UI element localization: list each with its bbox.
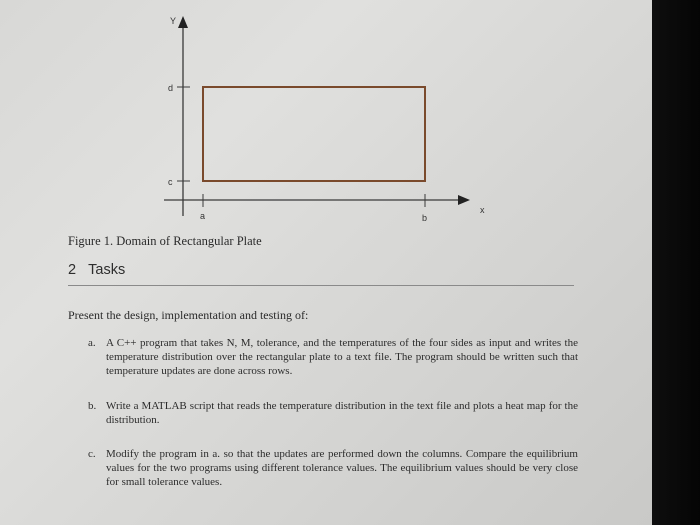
task-item-c — [88, 447, 578, 489]
figure-caption: Figure 1. Domain of Rectangular Plate — [68, 234, 262, 248]
section-number: 2 — [68, 262, 77, 278]
domain-figure — [0, 0, 652, 230]
task-text: A C++ program that takes N, M, tolerance, and the temperatures of the four sides as input and writes the temperature distribution over the rectangular plate to a text file. The program should be written such that temperature updates are done across rows. — [106, 337, 578, 377]
monitor-bezel — [652, 0, 700, 525]
rectangular-plate — [203, 87, 425, 181]
y-axis-label: Y — [170, 16, 177, 26]
task-marker: b. — [88, 400, 97, 412]
task-marker: a. — [88, 337, 96, 349]
y-axis-arrow — [178, 16, 188, 28]
section-divider — [68, 285, 574, 286]
task-item-a — [88, 336, 578, 378]
tick-a-label: a — [200, 211, 206, 221]
tick-b-label: b — [422, 213, 428, 223]
tick-d-label: d — [168, 83, 174, 93]
task-text: Modify the program in a. so that the updates are performed down the columns. Compare the equilibrium values for the two programs using different tolerance values. The equilibrium values should be very close for small tolerance values. — [106, 448, 578, 488]
section-title: Tasks — [88, 262, 126, 278]
tick-c-label: c — [168, 177, 173, 187]
section-heading — [68, 262, 125, 278]
task-text: Write a MATLAB script that reads the temperature distribution in the text file and plots a heat map for the distribution. — [106, 400, 578, 426]
task-item-b — [88, 399, 578, 427]
task-marker: c. — [88, 448, 96, 460]
task-intro: Present the design, implementation and testing of: — [68, 308, 309, 322]
x-axis-arrow — [458, 195, 470, 205]
x-axis-label: x — [480, 205, 485, 215]
